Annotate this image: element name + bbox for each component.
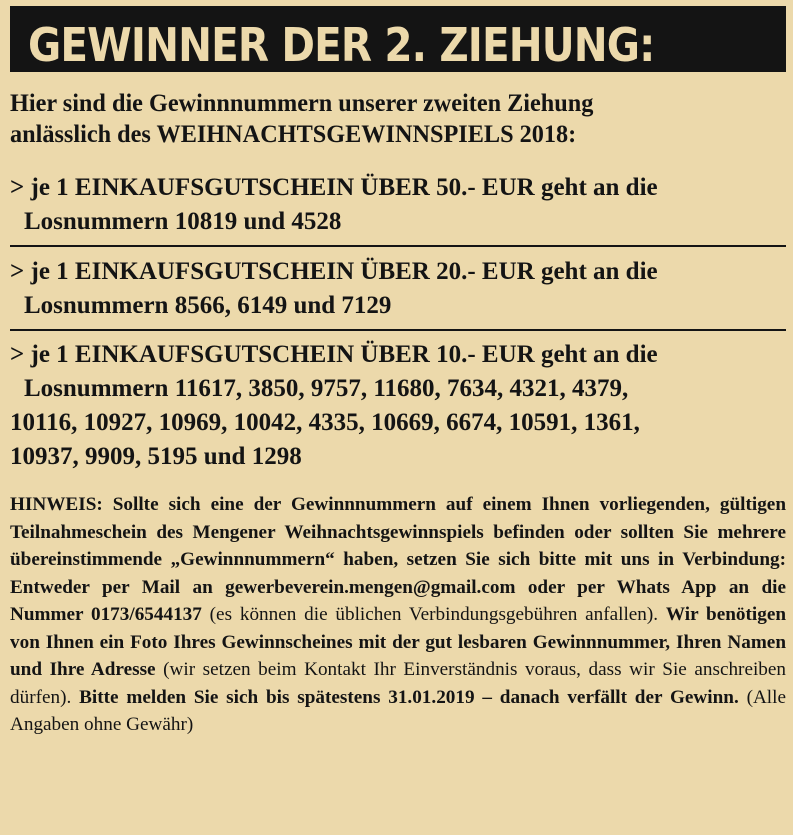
prize-numbers-continued: 10116, 10927, 10969, 10042, 4335, 10669, 6674, 10591, 1361, [10,409,640,436]
notice-consent: (wir setzen beim Kontakt Ihr Einverständnis voraus, dass wir Sie anschreiben dürfen). [10,659,786,708]
prize-block-10 [10,338,786,474]
divider [10,329,786,331]
intro-line-1: Hier sind die Gewinnnummern unserer zweiten Ziehung [10,90,594,117]
notice-fees: (es können die üblichen Verbindungsgebühren anfallen). [201,604,666,625]
prize-numbers: Losnummern 10819 und 4528 [24,208,342,235]
prize-numbers: Losnummern 11617, 3850, 9757, 11680, 7634, 4321, 4379, [24,375,629,402]
divider [10,245,786,247]
notice-deadline: Bitte melden Sie sich bis spätestens 31.01.2019 – danach verfällt der Gewinn. [79,686,739,708]
notice-contact: HINWEIS: Sollte sich eine der Gewinnnummern auf einem Ihnen vorliegenden, gültigen Teilnahmeschein des Mengener Weihnachtsgewinnspiels befinden oder sollten Sie mehrere übereinstimmende „Gewinnnummern“ haben, setzen Sie sich bitte mit uns in Verbindung: Entweder per Mail an gewerbeverein.mengen@gmail.com oder per Whats App an die Nummer 0173/6544137 [10,494,786,625]
prize-numbers: Losnummern 8566, 6149 und 7129 [24,292,392,319]
page-title: GEWINNER DER 2. ZIEHUNG: [28,18,655,72]
prize-heading: > je 1 EINKAUFSGUTSCHEIN ÜBER 20.- EUR geht an die [10,258,658,285]
intro-line-2: anlässlich des WEIHNACHTSGEWINNSPIELS 2018: [10,121,577,148]
title-banner [10,6,786,72]
prize-numbers-continued: 10937, 9909, 5195 und 1298 [10,443,302,470]
prize-heading: > je 1 EINKAUFSGUTSCHEIN ÜBER 50.- EUR geht an die [10,174,658,201]
prize-block-50 [10,171,786,239]
notice-requirements: Wir benötigen von Ihnen ein Foto Ihres Gewinnscheines mit der gut lesbaren Gewinnnummer, Ihren Namen und Ihre Adresse [10,604,787,680]
prize-block-20 [10,255,786,323]
notice-paragraph [10,491,786,739]
prize-heading: > je 1 EINKAUFSGUTSCHEIN ÜBER 10.- EUR geht an die [10,341,658,368]
notice-disclaimer: (Alle Angaben ohne Gewähr) [10,686,786,735]
intro-text [10,88,786,150]
